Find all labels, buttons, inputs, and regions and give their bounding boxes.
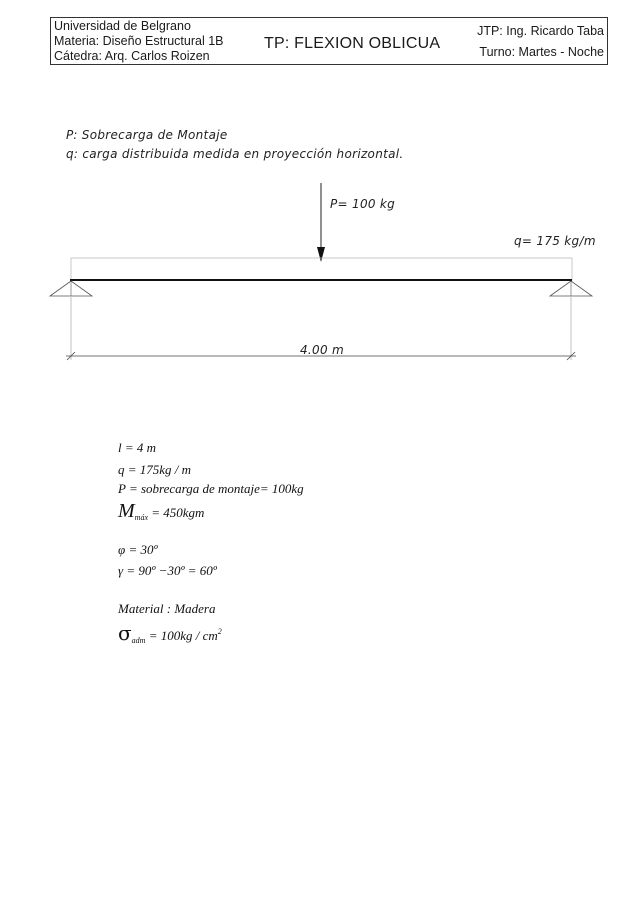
subject-label: Materia: Diseño Estructural 1B (54, 34, 224, 48)
university-label: Universidad de Belgrano (54, 19, 191, 33)
formula-phi: φ = 30º (118, 542, 158, 557)
formula-gamma: γ = 90º −30º = 60º (118, 563, 217, 578)
shift-label: Turno: Martes - Noche (479, 45, 604, 59)
distributed-load-label: q= 175 kg/m (514, 234, 596, 248)
note-p: P: Sobrecarga de Montaje (66, 128, 228, 142)
moment-value: = 450kgm (148, 505, 205, 520)
moment-subscript: máx (134, 513, 148, 522)
moment-symbol: M (118, 500, 135, 522)
sigma-superscript: 2 (217, 627, 222, 636)
note-q: q: carga distribuida medida en proyección horizontal. (66, 147, 404, 161)
jtp-label: JTP: Ing. Ricardo Taba (477, 24, 604, 38)
formula-P: P = sobrecarga de montaje= 100kg (118, 481, 304, 496)
point-load-arrowhead (317, 247, 325, 262)
chair-label: Cátedra: Arq. Carlos Roizen (54, 49, 210, 63)
formula-q: q = 175kg / m (118, 462, 192, 477)
formula-moment (118, 500, 204, 523)
right-support (550, 281, 592, 296)
formula-sigma (118, 621, 222, 645)
sigma-value: = 100kg / cm (145, 628, 218, 643)
left-support (50, 281, 92, 296)
sigma-subscript: adm (131, 636, 146, 645)
sigma-symbol: σ (118, 621, 132, 645)
span-label: 4.00 m (300, 343, 345, 357)
point-load-label: P= 100 kg (330, 197, 396, 211)
document-title: TP: FLEXION OBLICUA (264, 35, 441, 52)
distributed-load-outline (71, 258, 572, 280)
material-label: Material : Madera (118, 601, 216, 616)
formula-length: l = 4 m (118, 440, 157, 455)
